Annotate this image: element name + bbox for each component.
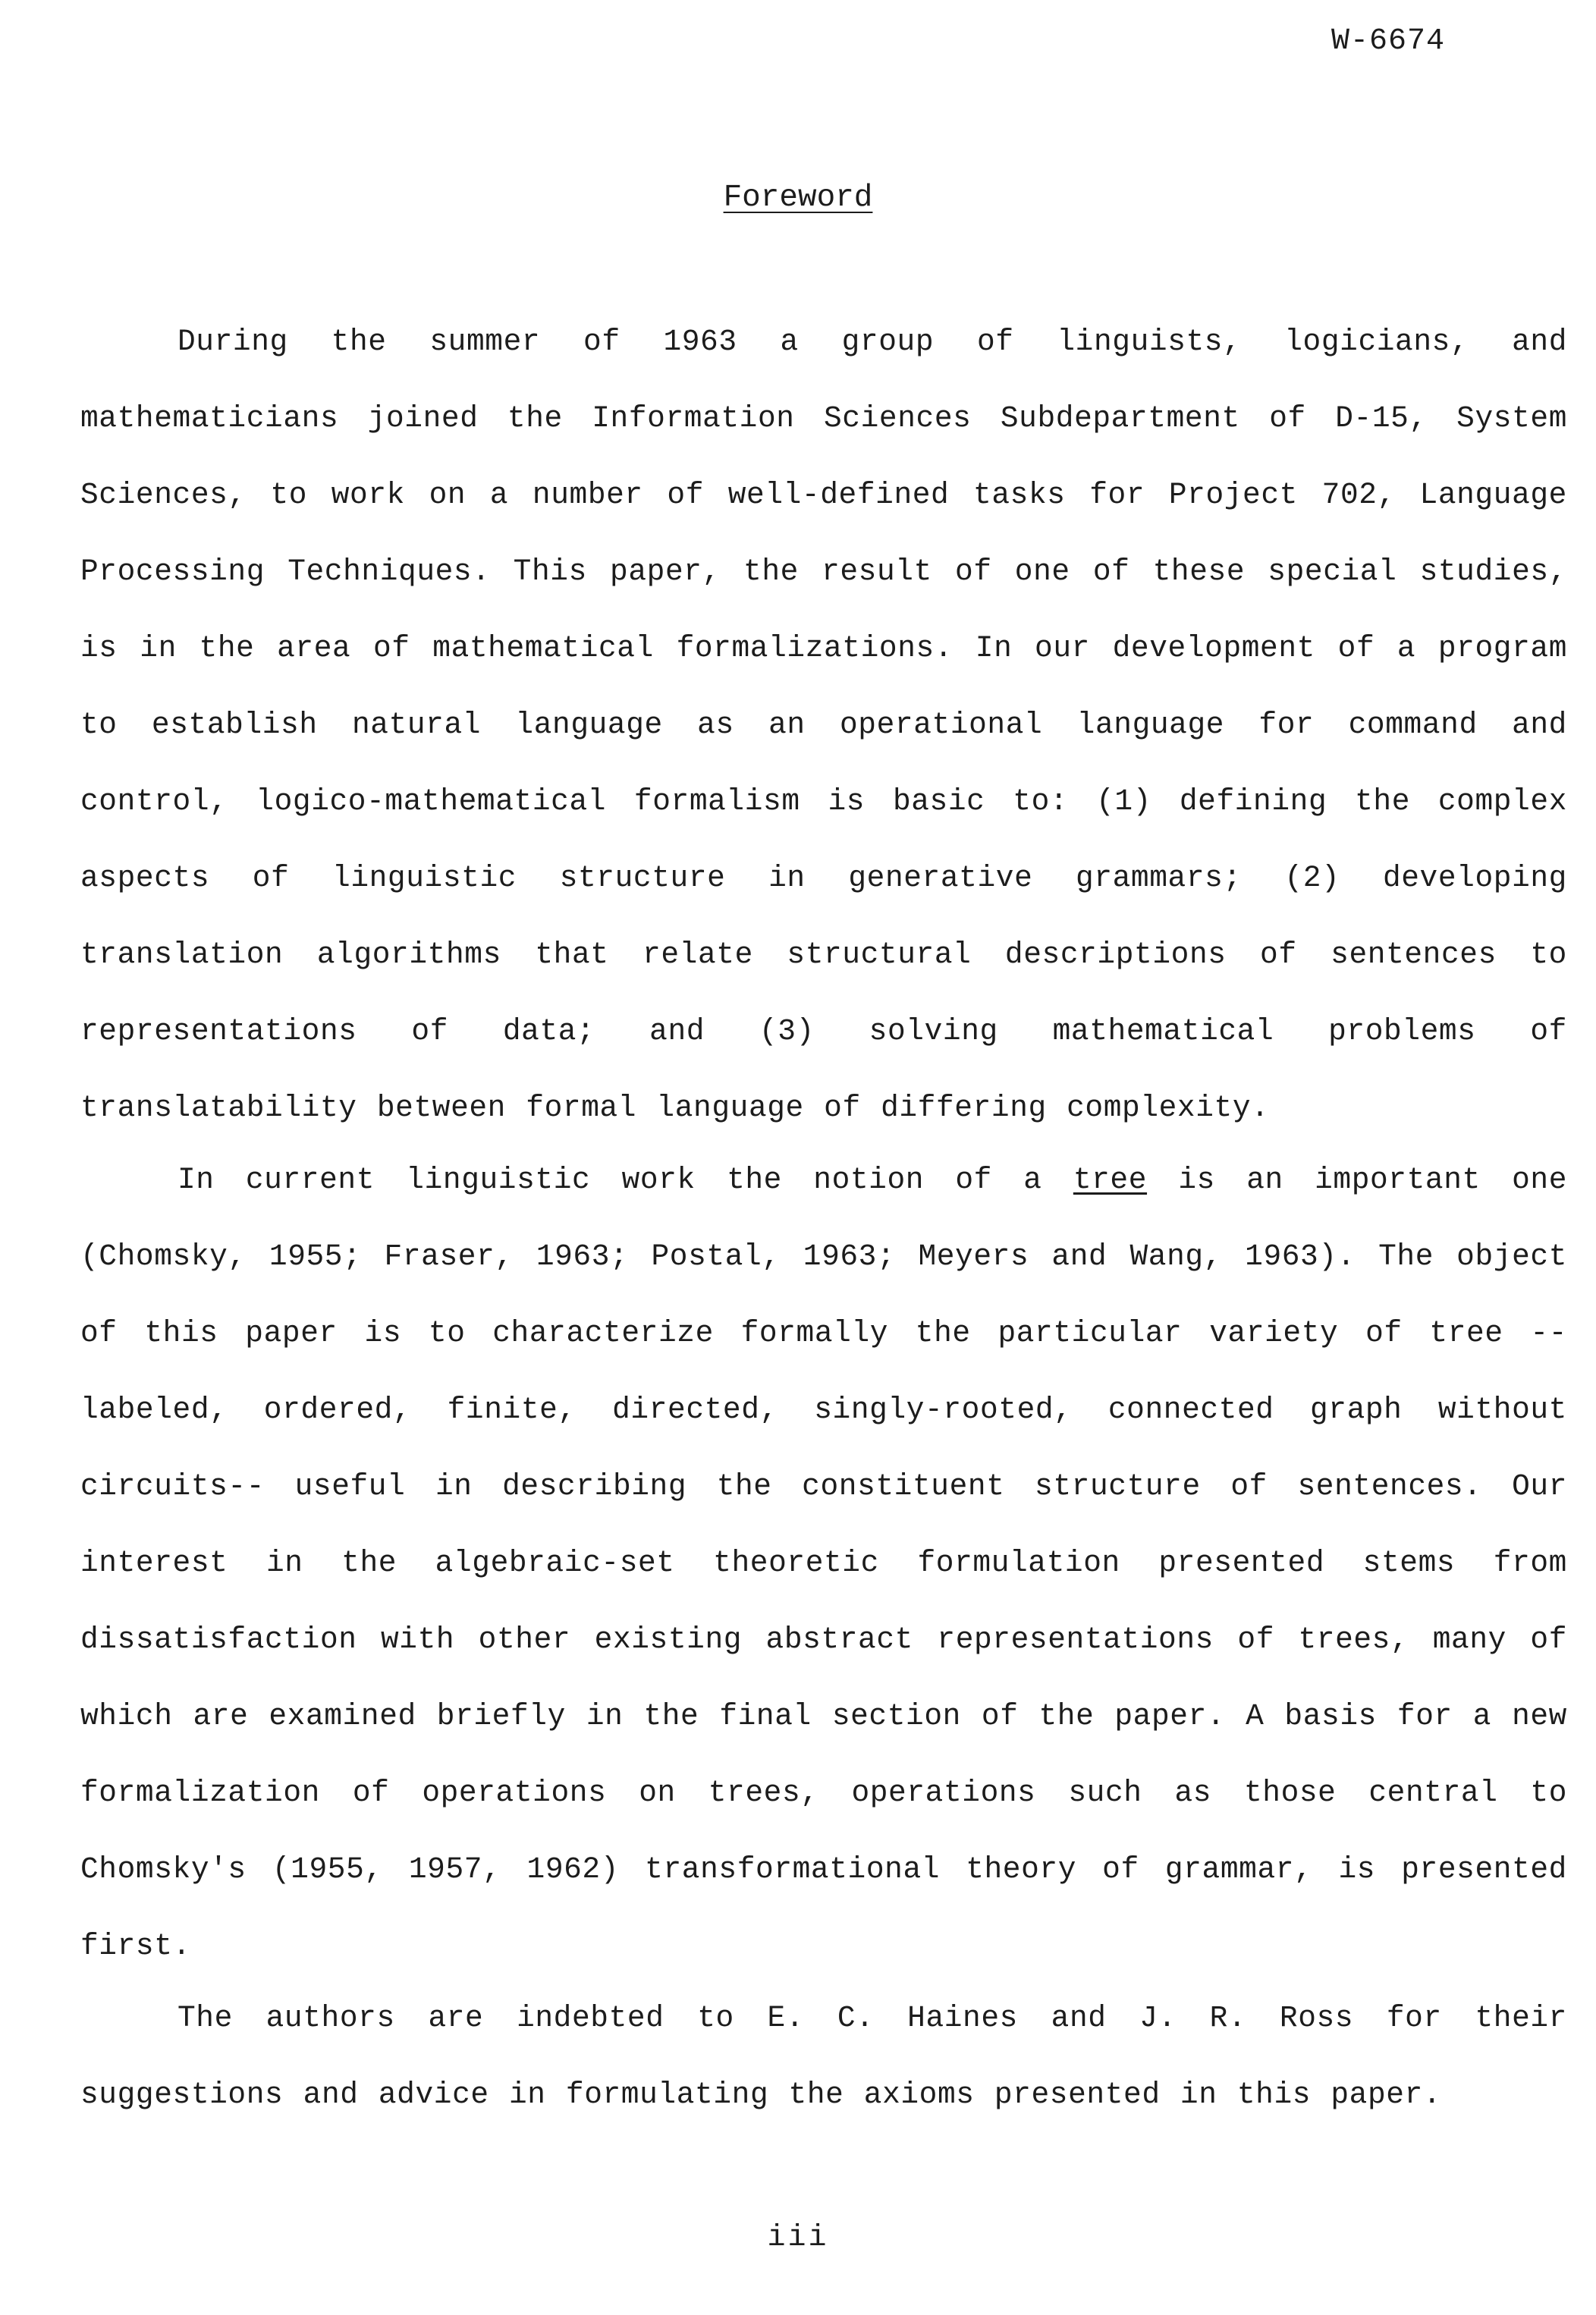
page-title-text: Foreword — [723, 181, 873, 215]
paragraph-text: In current linguistic work the notion of a — [178, 1163, 1073, 1197]
paragraph-paper-objective — [80, 1142, 1567, 1984]
page-title — [0, 181, 1596, 215]
page-number: iii — [767, 2221, 829, 2255]
paragraph-text: is an important one (Chomsky, 1955; Fraser, 1963; Postal, 1963; Meyers and Wang, 1963). The object of this paper is to characterize formally the particular variety of tree --labeled, ordered, finite, directed, singly-rooted, connected graph without circuits-- useful in describing the constituent structure of sentences. Our interest in the algebraic-set theoretic formulation presented stems from dissatisfaction with other existing abstract representations of trees, many of which are examined briefly in the final section of the paper. A basis for a new formalization of operations on trees, operations such as those central to Chomsky's (1955, 1957, 1962) transformational theory of grammar, is presented first. — [80, 1163, 1567, 1963]
paragraph-acknowledgements: The authors are indebted to E. C. Haines and J. R. Ross for their suggestions and advice in formulating the axioms presented in this paper. — [80, 2001, 1567, 2112]
foreword-body — [80, 303, 1567, 2133]
paragraph-project-background: During the summer of 1963 a group of linguists, logicians, and mathematicians joined the Information Sciences Subdepartment of D-15, System Sciences, to work on a number of well-defined tasks for Project 702, Language Processing Techniques. This paper, the result of one of these special studies, is in the area of mathematical formalizations. In our development of a program to establish natural language as an operational language for command and control, logico-mathematical formalism is basic to: (1) defining the complex aspects of linguistic structure in generative grammars; (2) developing translation algorithms that relate structural descriptions of sentences to representations of data; and (3) solving mathematical problems of translatability between formal language of differing complexity. — [80, 325, 1567, 1125]
underlined-term-tree: tree — [1073, 1163, 1148, 1197]
document-id: W-6674 — [1331, 24, 1446, 58]
